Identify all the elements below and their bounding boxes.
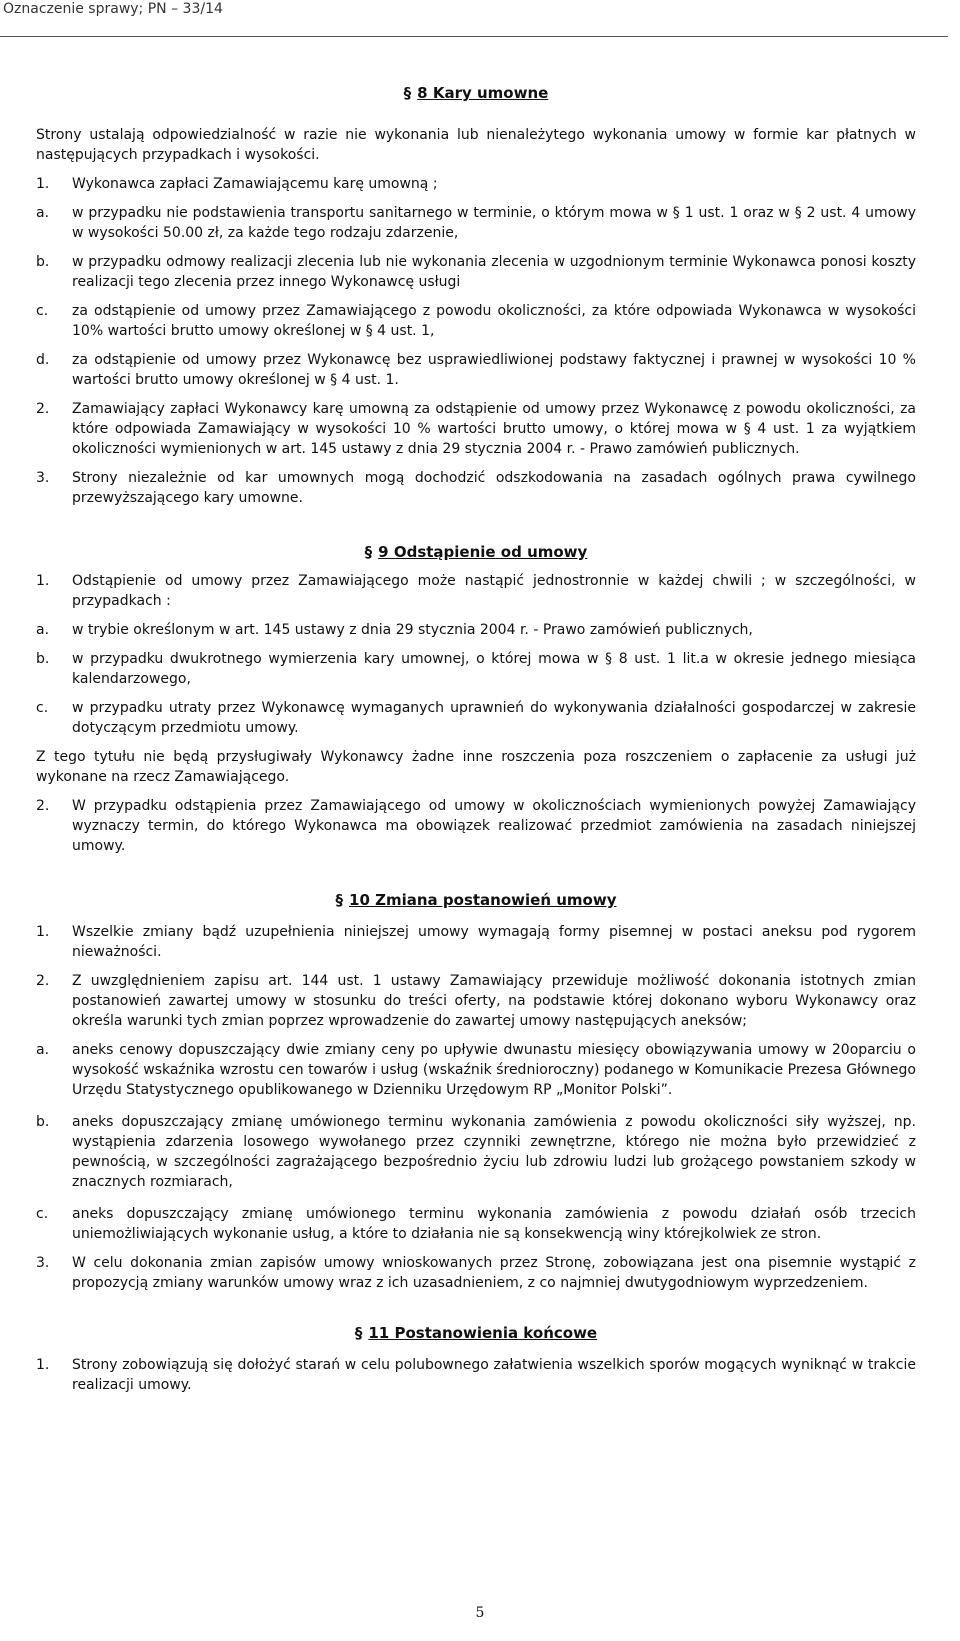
item-letter: b. <box>36 651 50 667</box>
item-letter: d. <box>36 352 50 368</box>
section-10-item-2 <box>36 971 916 1031</box>
item-text: Zamawiający zapłaci Wykonawcy karę umowną za odstąpienie od umowy przez Wykonawcę z powodu okoliczności, za które odpowiada Zamawiający w wysokości 10 % wartości brutto umowy, o której mowa w § 4 ust. 1 za wyjątkiem okoliczności wymienionych w art. 145 ustawy z dnia 29 stycznia 2004 r. - Prawo zamówień publicznych. <box>72 401 916 457</box>
item-letter: a. <box>36 205 50 221</box>
item-letter: c. <box>36 700 49 716</box>
section-10-item-3 <box>36 1253 916 1293</box>
section-8-item-2 <box>36 399 916 459</box>
item-text: w przypadku dwukrotnego wymierzenia kary umownej, o której mowa w § 8 ust. 1 lit.a w okresie jednego miesiąca kalendarzowego, <box>72 651 916 687</box>
item-letter: c. <box>36 303 49 319</box>
section-8-title: 8 Kary umowne <box>417 84 549 102</box>
section-11-heading <box>36 1323 916 1343</box>
page-number: 5 <box>475 1605 485 1621</box>
section-11-title: 11 Postanowienia końcowe <box>368 1324 598 1342</box>
item-text: w przypadku nie podstawienia transportu sanitarnego w terminie, o którym mowa w § 1 ust. 1 oraz w § 2 ust. 4 umowy w wysokości 50.00 zł, za każde tego rodzaju zdarzenie, <box>72 205 916 241</box>
section-sign: § <box>364 543 373 561</box>
item-text: Wszelkie zmiany bądź uzupełnienia niniejszej umowy wymagają formy pisemnej w postaci aneksu pod rygorem nieważności. <box>72 924 916 960</box>
section-9-note: Z tego tytułu nie będą przysługiwały Wykonawcy żadne inne roszczenia poza roszczeniem o zapłacenie za usługi już wykonane na rzecz Zamawiającego. <box>36 749 916 785</box>
section-9-title: 9 Odstąpienie od umowy <box>378 543 588 561</box>
section-sign: § <box>354 1324 363 1342</box>
item-text: Odstąpienie od umowy przez Zamawiającego może nastąpić jednostronnie w każdej chwili ; w szczególności, w przypadkach : <box>72 573 916 609</box>
item-text: aneks cenowy dopuszczający dwie zmiany ceny po upływie dwunastu miesięcy obowiązywania umowy w 20oparciu o wysokość wskaźnika wzrostu cen towarów i usług (wskaźnik średnioroczny) podanego w Komunikacie Prezesa Głównego Urzędu Statystycznego opublikowanego w Dzienniku Urzędowym RP „Monitor Polski”. <box>72 1042 916 1098</box>
document-body <box>36 83 916 1395</box>
item-text: w trybie określonym w art. 145 ustawy z dnia 29 stycznia 2004 r. - Prawo zamówień publicznych, <box>72 622 753 638</box>
section-9-item-1c <box>36 698 916 738</box>
item-text: w przypadku odmowy realizacji zlecenia lub nie wykonania zlecenia w uzgodnionym terminie Wykonawca ponosi koszty realizacji tego zlecenia przez innego Wykonawcę usługi <box>72 254 916 290</box>
item-letter: a. <box>36 622 50 638</box>
item-number: 1. <box>36 924 50 940</box>
item-number: 3. <box>36 470 50 486</box>
section-10-item-2c <box>36 1204 916 1244</box>
section-sign: § <box>403 84 412 102</box>
item-number: 2. <box>36 401 50 417</box>
item-letter: b. <box>36 254 50 270</box>
item-number: 1. <box>36 1357 50 1373</box>
section-8-item-3 <box>36 468 916 508</box>
section-9-item-2 <box>36 796 916 856</box>
item-text: aneks dopuszczający zmianę umówionego terminu wykonania zamówienia z powodu działań osób trzecich uniemożliwiających wykonanie usług, a które to działania nie są konsekwencją winy którejkolwiek ze stron. <box>72 1206 916 1242</box>
section-9-item-1 <box>36 571 916 611</box>
item-text: w przypadku utraty przez Wykonawcę wymaganych uprawnień do wykonywania działalności gospodarczej w zakresie dotyczącym przedmiotu umowy. <box>72 700 916 736</box>
item-text: aneks dopuszczający zmianę umówionego terminu wykonania zamówienia z powodu okoliczności siły wyższej, np. wystąpienia zdarzenia losowego wywołanego przez czynniki zewnętrzne, którego nie można było przewidzieć z pewnością, w szczególności zagrażającego bezpośrednio życiu lub zdrowiu ludzi lub grożącego powstaniem szkody w znacznych rozmiarach, <box>72 1114 916 1190</box>
item-letter: a. <box>36 1042 50 1058</box>
page-header <box>0 0 960 38</box>
item-number: 2. <box>36 973 50 989</box>
section-9-item-1b <box>36 649 916 689</box>
section-8-item-1b <box>36 252 916 292</box>
item-text: W przypadku odstąpienia przez Zamawiającego od umowy w okolicznościach wymienionych powyżej Zamawiający wyznaczy termin, do którego Wykonawca ma obowiązek realizować przedmiot zamówienia na zasadach niniejszej umowy. <box>72 798 916 854</box>
section-8-item-1a <box>36 203 916 243</box>
section-10-title: 10 Zmiana postanowień umowy <box>349 891 617 909</box>
section-10-item-2a <box>36 1040 916 1100</box>
item-number: 3. <box>36 1255 50 1271</box>
section-sign: § <box>335 891 344 909</box>
item-text: Z uwzględnieniem zapisu art. 144 ust. 1 ustawy Zamawiający przewiduje możliwość dokonania istotnych zmian postanowień zawartej umowy w stosunku do treści oferty, na podstawie której dokonano wyboru Wykonawcy oraz określa warunki tych zmian poprzez wprowadzenie do zawartej umowy następujących aneksów; <box>72 973 916 1029</box>
section-10-heading <box>36 890 916 910</box>
section-10-item-2b <box>36 1112 916 1192</box>
item-letter: c. <box>36 1206 49 1222</box>
item-text: W celu dokonania zmian zapisów umowy wnioskowanych przez Stronę, zobowiązana jest ona pisemnie wystąpić z propozycją zmiany warunków umowy wraz z ich uzasadnieniem, z co najmniej dwutygodniowym wyprzedzeniem. <box>72 1255 916 1291</box>
item-text: Wykonawca zapłaci Zamawiającemu karę umowną ; <box>72 176 438 192</box>
item-text: Strony zobowiązują się dołożyć starań w celu polubownego załatwienia wszelkich sporów mogących wyniknąć w trakcie realizacji umowy. <box>72 1357 916 1393</box>
item-number: 1. <box>36 573 50 589</box>
case-reference: Oznaczenie sprawy; PN – 33/14 <box>3 1 223 17</box>
section-8-item-1d <box>36 350 916 390</box>
section-9-item-1a <box>36 620 916 640</box>
header-divider <box>0 36 948 37</box>
item-text: Strony niezależnie od kar umownych mogą dochodzić odszkodowania na zasadach ogólnych prawa cywilnego przewyższającego kary umowne. <box>72 470 916 506</box>
section-8-item-1 <box>36 174 916 194</box>
section-11-item-1 <box>36 1355 916 1395</box>
section-8-intro: Strony ustalają odpowiedzialność w razie nie wykonania lub nienależytego wykonania umowy w formie kar płatnych w następujących przypadkach i wysokości. <box>36 127 916 163</box>
section-8-heading <box>36 83 916 103</box>
item-number: 2. <box>36 798 50 814</box>
section-9-heading <box>36 542 916 562</box>
item-text: za odstąpienie od umowy przez Wykonawcę bez usprawiedliwionej podstawy faktycznej i prawnej w wysokości 10 % wartości brutto umowy określonej w § 4 ust. 1. <box>72 352 916 388</box>
item-text: za odstąpienie od umowy przez Zamawiającego z powodu okoliczności, za które odpowiada Wykonawca w wysokości 10% wartości brutto umowy określonej w § 4 ust. 1, <box>72 303 916 339</box>
section-10-item-1 <box>36 922 916 962</box>
section-8-item-1c <box>36 301 916 341</box>
item-letter: b. <box>36 1114 50 1130</box>
item-number: 1. <box>36 176 50 192</box>
